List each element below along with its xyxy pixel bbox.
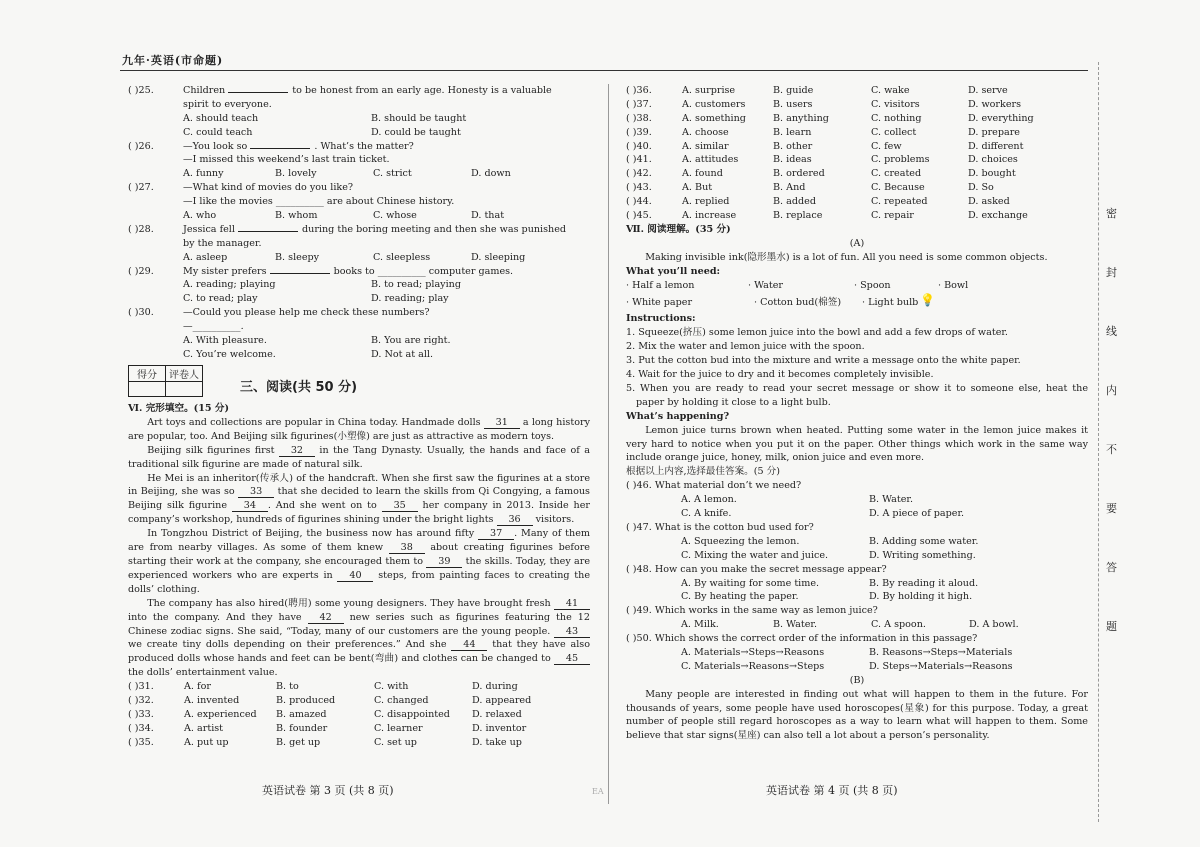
option[interactable]: B. other	[773, 140, 813, 152]
option[interactable]: D. So	[968, 182, 994, 194]
text-row	[128, 237, 590, 251]
cloze-blank-35[interactable]: 35	[382, 500, 418, 512]
question-29	[128, 265, 590, 279]
option[interactable]: B. should be taught	[371, 112, 467, 124]
option[interactable]: B. users	[773, 98, 813, 110]
option[interactable]: A. asleep	[183, 251, 228, 263]
answer-paren[interactable]: ( )32.	[128, 695, 154, 707]
option[interactable]: A. who	[183, 210, 217, 222]
text-row	[626, 618, 1088, 632]
option[interactable]: D. asked	[968, 196, 1010, 208]
option[interactable]: D. during	[472, 681, 518, 693]
cloze-blank-42[interactable]: 42	[308, 612, 344, 624]
score-cell[interactable]	[129, 382, 166, 397]
option[interactable]: A. But	[682, 182, 713, 194]
need-item: · Half a lemon	[626, 279, 695, 291]
option[interactable]: C. repeated	[871, 196, 928, 208]
option[interactable]: A. With pleasure.	[183, 335, 267, 347]
need-item: · Cotton bud(棉签)	[754, 297, 842, 309]
answer-paren[interactable]: ( )31.	[128, 681, 154, 693]
text-row	[626, 126, 1088, 140]
text-row	[128, 195, 590, 209]
option[interactable]: B. Adding some water.	[869, 535, 979, 547]
cloze-blank-37[interactable]: 37	[478, 528, 514, 540]
question-50: ( )50. Which shows the correct order of the information in this passage?	[626, 633, 978, 645]
option[interactable]: C. to read; play	[183, 293, 258, 305]
option[interactable]: B. get up	[276, 736, 321, 748]
happening-title: What’s happening?	[626, 410, 730, 422]
answer-blank[interactable]	[228, 92, 288, 93]
question-continuation: —I like the movies __________ are about Chinese history.	[183, 196, 455, 208]
text-row	[626, 209, 1088, 223]
cloze-blank-32[interactable]: 32	[279, 445, 315, 457]
answer-paren[interactable]: ( )40.	[626, 140, 652, 152]
cloze-paragraph: Art toys and collections are popular in China today. Handmade dolls 31 a long history are popular, too. And Beijing silk figurines(小塑像) are just as attractive as modern toys.	[128, 416, 590, 442]
text-row	[626, 112, 1088, 126]
question-stem: —What kind of movies do you like?	[183, 182, 354, 194]
option[interactable]: C. set up	[374, 736, 417, 748]
cloze-blank-44[interactable]: 44	[451, 639, 487, 651]
text-row	[128, 680, 590, 694]
text-row	[626, 577, 1088, 591]
option[interactable]: A. something	[682, 112, 746, 124]
option[interactable]: B. added	[773, 196, 816, 208]
option[interactable]: C. strict	[373, 168, 412, 180]
need-item: · Spoon	[854, 279, 891, 291]
text-row	[128, 292, 590, 306]
text-row	[128, 278, 590, 292]
text-row	[626, 660, 1088, 674]
option[interactable]: C. disappointed	[374, 708, 450, 720]
answer-paren[interactable]: ( )33.	[128, 708, 154, 720]
cloze-paragraph: He Mei is an inheritor(传承人) of the handcraft. When she first saw the figurines at a store in Beijing, she was so 33 that she decided to learn the skills from Qi Congying, a famous Beijing silk figurine 34 . And she went on to 35 her company in 2013. Inside her company’s workshop, hundreds of figurines shining under the bright lights 36 visitors.	[128, 472, 590, 526]
text-row	[626, 590, 1088, 604]
option[interactable]: D. bought	[968, 168, 1016, 180]
text-row	[128, 98, 590, 112]
option[interactable]: B. learn	[773, 126, 812, 138]
option[interactable]: B. You are right.	[371, 335, 451, 347]
answer-paren[interactable]: ( )35.	[128, 736, 154, 748]
need-item: · Bowl	[938, 279, 969, 291]
question-30	[128, 306, 590, 320]
text-row	[626, 84, 1088, 98]
option[interactable]: B. By reading it aloud.	[869, 577, 979, 589]
cloze-blank-43[interactable]: 43	[554, 626, 590, 638]
question-stem: My sister prefers books to __________ computer games.	[183, 265, 514, 277]
option[interactable]: C. repair	[871, 210, 914, 222]
option[interactable]: D. Writing something.	[869, 549, 976, 561]
right-page	[626, 84, 1088, 743]
option[interactable]: C. Materials→Reasons→Steps	[681, 660, 825, 672]
left-page	[128, 84, 590, 362]
text-row	[128, 167, 590, 181]
text-row	[626, 153, 1088, 167]
option[interactable]: A. Materials→Steps→Reasons	[681, 646, 825, 658]
option[interactable]: B. Reasons→Steps→Materials	[869, 646, 1013, 658]
happening-text: Lemon juice turns brown when heated. Putting some water in the lemon juice makes it very hard to notice when you put it on the paper. Other things which work in the same way include orange juice, honey, milk, onion juice and even more.	[626, 424, 1088, 464]
option[interactable]: B. And	[773, 182, 806, 194]
question-stem: Children to be honest from an early age. Honesty is a valuable	[183, 85, 552, 96]
cloze-blank-38[interactable]: 38	[389, 542, 425, 554]
option[interactable]: C. Mixing the water and juice.	[681, 549, 829, 561]
option[interactable]: D. could be taught	[371, 126, 461, 138]
option[interactable]: D. sleeping	[471, 251, 526, 263]
score-box	[128, 365, 203, 397]
text-row	[128, 694, 590, 708]
answer-paren[interactable]: ( )30.	[128, 307, 154, 319]
reading-instruction: 根据以上内容,选择最佳答案。(5 分)	[626, 466, 781, 478]
passage-a-label: (A)	[849, 237, 865, 249]
text-row	[626, 549, 1088, 563]
option[interactable]: C. sleepless	[373, 251, 431, 263]
text-row	[626, 507, 1088, 521]
option[interactable]: C. Because	[871, 182, 925, 194]
seal-char: 题	[1106, 620, 1117, 633]
passage-b-text: Many people are interested in finding out what will happen to them in the future. For thousands of years, some people have used horoscopes(星象) for this purpose. Today, a great number of people still regard horoscopes as a way to learn what will happen to them. Some believe that star signs(星座) can also tell a lot about a person’s personality.	[626, 688, 1088, 742]
text-row	[626, 563, 1088, 577]
option[interactable]: C. A knife.	[681, 508, 732, 520]
text-row	[626, 479, 1088, 493]
option[interactable]: D. appeared	[472, 695, 532, 707]
text-row	[626, 604, 1088, 618]
option[interactable]: A. customers	[682, 98, 746, 110]
option[interactable]: D. A bowl.	[969, 619, 1019, 631]
text-row	[626, 140, 1088, 154]
cloze-blank-39[interactable]: 39	[426, 556, 462, 568]
question-continuation: spirit to everyone.	[183, 98, 272, 110]
option[interactable]: B. ideas	[773, 154, 812, 166]
need-item: · White paper	[626, 297, 693, 309]
answer-blank[interactable]	[250, 148, 310, 149]
answer-paren[interactable]: ( )42.	[626, 168, 652, 180]
grader-label: 评卷人	[166, 366, 203, 382]
question-46: ( )46. What material don’t we need?	[626, 480, 802, 492]
option[interactable]: C. collect	[871, 126, 917, 138]
question-28	[128, 223, 590, 237]
cloze-blank-34[interactable]: 34	[232, 500, 268, 512]
answer-paren[interactable]: ( )44.	[626, 196, 652, 208]
option[interactable]: C. changed	[374, 695, 429, 707]
option[interactable]: A. increase	[682, 210, 737, 222]
answer-paren[interactable]: ( )41.	[626, 154, 652, 166]
option[interactable]: A. replied	[682, 196, 730, 208]
option[interactable]: D. down	[471, 168, 511, 180]
seal-line	[1098, 62, 1099, 822]
option[interactable]: A. attitudes	[682, 154, 739, 166]
option[interactable]: C. problems	[871, 154, 930, 166]
passage-b-label: (B)	[849, 674, 865, 686]
need-item: · Water	[748, 279, 783, 291]
option[interactable]: D. serve	[968, 85, 1008, 96]
page-header: 九年·英语(市命题)	[122, 54, 224, 67]
option[interactable]: D. inventor	[472, 722, 527, 734]
option[interactable]: B. lovely	[275, 168, 317, 180]
option[interactable]: B. anything	[773, 112, 829, 124]
option[interactable]: D. Not at all.	[371, 348, 434, 360]
answer-paren[interactable]: ( )36.	[626, 85, 652, 96]
question-26	[128, 140, 590, 154]
score-label: 得分	[129, 366, 166, 382]
cloze-section	[128, 402, 590, 750]
option[interactable]: B. to	[276, 681, 299, 693]
cloze-blank-36[interactable]: 36	[497, 514, 533, 526]
option[interactable]: D. everything	[968, 112, 1034, 124]
option[interactable]: B. Water.	[773, 619, 818, 631]
question-27	[128, 181, 590, 195]
header-rule	[120, 70, 1088, 71]
option[interactable]: B. guide	[773, 85, 814, 96]
option[interactable]: D. workers	[968, 98, 1022, 110]
question-stem: —You look so . What’s the matter?	[183, 140, 414, 152]
answer-paren[interactable]: ( )45.	[626, 210, 652, 222]
option[interactable]: C. You’re welcome.	[183, 348, 276, 360]
answer-paren[interactable]: ( )28.	[128, 223, 154, 235]
answer-blank[interactable]	[238, 231, 298, 232]
cloze-paragraph: In Tongzhou District of Beijing, the business now has around fifty 37 . Many of them are from nearby villages. As some of them knew 38 about creating figurines before starting their work at the company, she encouraged them to 39 the skills. Today, they are experienced workers who are experts in 40 steps, from painting faces to creating the dolls’ clothing.	[128, 528, 591, 595]
instructions-title: Instructions:	[626, 313, 696, 325]
option[interactable]: C. visitors	[871, 98, 920, 110]
option[interactable]: A. for	[184, 681, 211, 693]
option[interactable]: A. A lemon.	[681, 494, 737, 506]
text-row	[128, 112, 590, 126]
text-row	[626, 98, 1088, 112]
text-row	[626, 521, 1088, 535]
text-row	[626, 493, 1088, 507]
text-row	[128, 153, 590, 167]
option[interactable]: A. By waiting for some time.	[681, 577, 820, 589]
option[interactable]: A. Squeezing the lemon.	[681, 535, 800, 547]
text-row	[128, 722, 590, 736]
option[interactable]: C. could teach	[183, 126, 253, 138]
option[interactable]: A. found	[682, 168, 723, 180]
option[interactable]: A. similar	[682, 140, 729, 152]
option[interactable]: A. experienced	[184, 708, 257, 720]
option[interactable]: C. nothing	[871, 112, 922, 124]
option[interactable]: D. A piece of paper.	[869, 508, 965, 520]
seal-char: 要	[1106, 502, 1117, 515]
text-row	[128, 251, 590, 265]
section-title: 三、阅读(共 50 分)	[240, 380, 358, 395]
answer-paren[interactable]: ( )43.	[626, 182, 652, 194]
passage-a-intro: Making invisible ink(隐形墨水) is a lot of fun. All you need is some common objects.	[645, 251, 1048, 263]
option[interactable]: B. Water.	[869, 494, 914, 506]
option[interactable]: D. that	[471, 210, 505, 222]
instruction-step: 4. Wait for the juice to dry and it becomes completely invisible.	[626, 369, 934, 381]
question-stem: Jessica fell during the boring meeting and then she was punished	[183, 223, 567, 235]
option[interactable]: D. take up	[472, 736, 522, 748]
option[interactable]: B. founder	[276, 722, 328, 734]
instruction-step: 3. Put the cotton bud into the mixture and write a message onto the white paper.	[626, 355, 1021, 367]
option[interactable]: C. few	[871, 140, 902, 152]
option[interactable]: D. choices	[968, 154, 1018, 166]
cloze-paragraph: Beijing silk figurines first 32 in the Tang Dynasty. Usually, the hands and face of a traditional silk figurine are made of natural silk.	[128, 444, 590, 470]
answer-paren[interactable]: ( )38.	[626, 112, 652, 124]
answer-paren[interactable]: ( )25.	[128, 85, 154, 96]
option[interactable]: D. different	[968, 140, 1024, 152]
question-stem: —Could you please help me check these numbers?	[183, 307, 430, 319]
question-continuation: —__________.	[183, 321, 244, 333]
cloze-title: Ⅵ. 完形填空。(15 分)	[128, 403, 230, 414]
option[interactable]: C. created	[871, 168, 922, 180]
seal-char: 不	[1106, 443, 1117, 456]
option[interactable]: D. prepare	[968, 126, 1020, 138]
text-row	[128, 126, 590, 140]
option[interactable]: B. replace	[773, 210, 823, 222]
option[interactable]: B. to read; playing	[371, 279, 461, 291]
option[interactable]: A. surprise	[682, 85, 736, 96]
cloze-blank-41[interactable]: 41	[554, 598, 590, 610]
option[interactable]: D. Steps→Materials→Reasons	[869, 660, 1013, 672]
reading-title: Ⅶ. 阅读理解。(35 分)	[626, 223, 731, 235]
question-25	[128, 84, 590, 98]
answer-paren[interactable]: ( )37.	[626, 98, 652, 110]
question-continuation: by the manager.	[183, 237, 262, 249]
option[interactable]: A. Milk.	[681, 619, 719, 631]
cloze-paragraph: The company has also hired(聘用) some young designers. They have brought fresh 41 into the company. And they have 42 new series such as figurines featuring the 12 Chinese zodiac signs. She said, “Today, many of our customers are the young people. 43 we create tiny dolls depending on their preferences.” And she 44 that they have also produced dolls whose hands and feet can be bent(弯曲) and clothes can be changed to 45 the dolls’ entertainment value.	[128, 597, 590, 679]
seal-char: 线	[1106, 325, 1117, 338]
text-row	[626, 181, 1088, 195]
option[interactable]: B. whom	[275, 210, 318, 222]
page-divider	[608, 84, 609, 804]
text-row	[626, 292, 1088, 312]
answer-blank[interactable]	[270, 273, 330, 274]
instruction-step: paper by holding it close to a light bulb.	[636, 396, 831, 408]
text-row	[128, 708, 590, 722]
text-row	[128, 736, 590, 750]
question-continuation: —I missed this weekend’s last train ticket.	[183, 154, 390, 166]
question-47: ( )47. What is the cotton bud used for?	[626, 521, 814, 533]
option[interactable]: A. artist	[184, 722, 224, 734]
option[interactable]: C. wake	[871, 85, 910, 96]
text-row	[128, 209, 590, 223]
option[interactable]: C. learner	[374, 722, 423, 734]
text-row	[626, 646, 1088, 660]
text-row	[626, 167, 1088, 181]
cloze-blank-31[interactable]: 31	[484, 417, 520, 429]
option[interactable]: B. ordered	[773, 168, 825, 180]
option[interactable]: B. amazed	[276, 708, 327, 720]
text-row	[626, 279, 1088, 293]
option[interactable]: A. choose	[682, 126, 729, 138]
needs-title: What you’ll need:	[626, 265, 721, 277]
footer-left: 英语试卷 第 3 页 (共 8 页)	[262, 784, 394, 797]
text-row	[128, 348, 590, 362]
text-row	[128, 334, 590, 348]
answer-paren[interactable]: ( )26.	[128, 140, 154, 152]
option[interactable]: A. invented	[184, 695, 240, 707]
text-row	[626, 195, 1088, 209]
text-row	[128, 320, 590, 334]
option[interactable]: B. sleepy	[275, 251, 320, 263]
option[interactable]: A. put up	[184, 736, 229, 748]
answer-paren[interactable]: ( )34.	[128, 722, 154, 734]
question-48: ( )48. How can you make the secret message appear?	[626, 563, 887, 575]
cloze-blank-33[interactable]: 33	[238, 486, 274, 498]
option[interactable]: B. produced	[276, 695, 336, 707]
answer-paren[interactable]: ( )29.	[128, 265, 154, 277]
light-bulb-icon: 💡	[920, 293, 935, 308]
text-row	[626, 535, 1088, 549]
answer-paren[interactable]: ( )39.	[626, 126, 652, 138]
seal-char: 密	[1106, 207, 1117, 220]
need-item: · Light bulb	[862, 297, 919, 309]
option[interactable]: C. A spoon.	[871, 619, 926, 631]
footer-right: 英语试卷 第 4 页 (共 8 页)	[766, 784, 898, 797]
answer-paren[interactable]: ( )27.	[128, 182, 154, 194]
seal-char: 内	[1106, 384, 1117, 397]
seal-char: 封	[1106, 266, 1117, 279]
grader-cell[interactable]	[166, 382, 203, 397]
footer-mark: EA	[592, 787, 604, 796]
option[interactable]: D. reading; play	[371, 293, 449, 305]
seal-char: 答	[1106, 561, 1117, 574]
instruction-step: 2. Mix the water and lemon juice with the spoon.	[626, 341, 865, 353]
option[interactable]: D. By holding it high.	[869, 591, 973, 603]
cloze-blank-40[interactable]: 40	[337, 570, 373, 582]
option[interactable]: D. relaxed	[472, 708, 522, 720]
text-row	[626, 632, 1088, 646]
question-49: ( )49. Which works in the same way as lemon juice?	[626, 605, 878, 617]
option[interactable]: A. reading; playing	[183, 279, 276, 291]
option[interactable]: C. whose	[373, 210, 417, 222]
option[interactable]: C. By heating the paper.	[681, 591, 799, 603]
option[interactable]: C. with	[374, 681, 409, 693]
instruction-step: 1. Squeeze(挤压) some lemon juice into the bowl and add a few drops of water.	[626, 327, 1008, 339]
option[interactable]: D. exchange	[968, 210, 1028, 222]
instruction-step: 5. When you are ready to read your secret message or show it to someone else, heat the	[626, 382, 1088, 394]
option[interactable]: A. should teach	[183, 112, 259, 124]
option[interactable]: A. funny	[183, 168, 224, 180]
cloze-blank-45[interactable]: 45	[554, 653, 590, 665]
